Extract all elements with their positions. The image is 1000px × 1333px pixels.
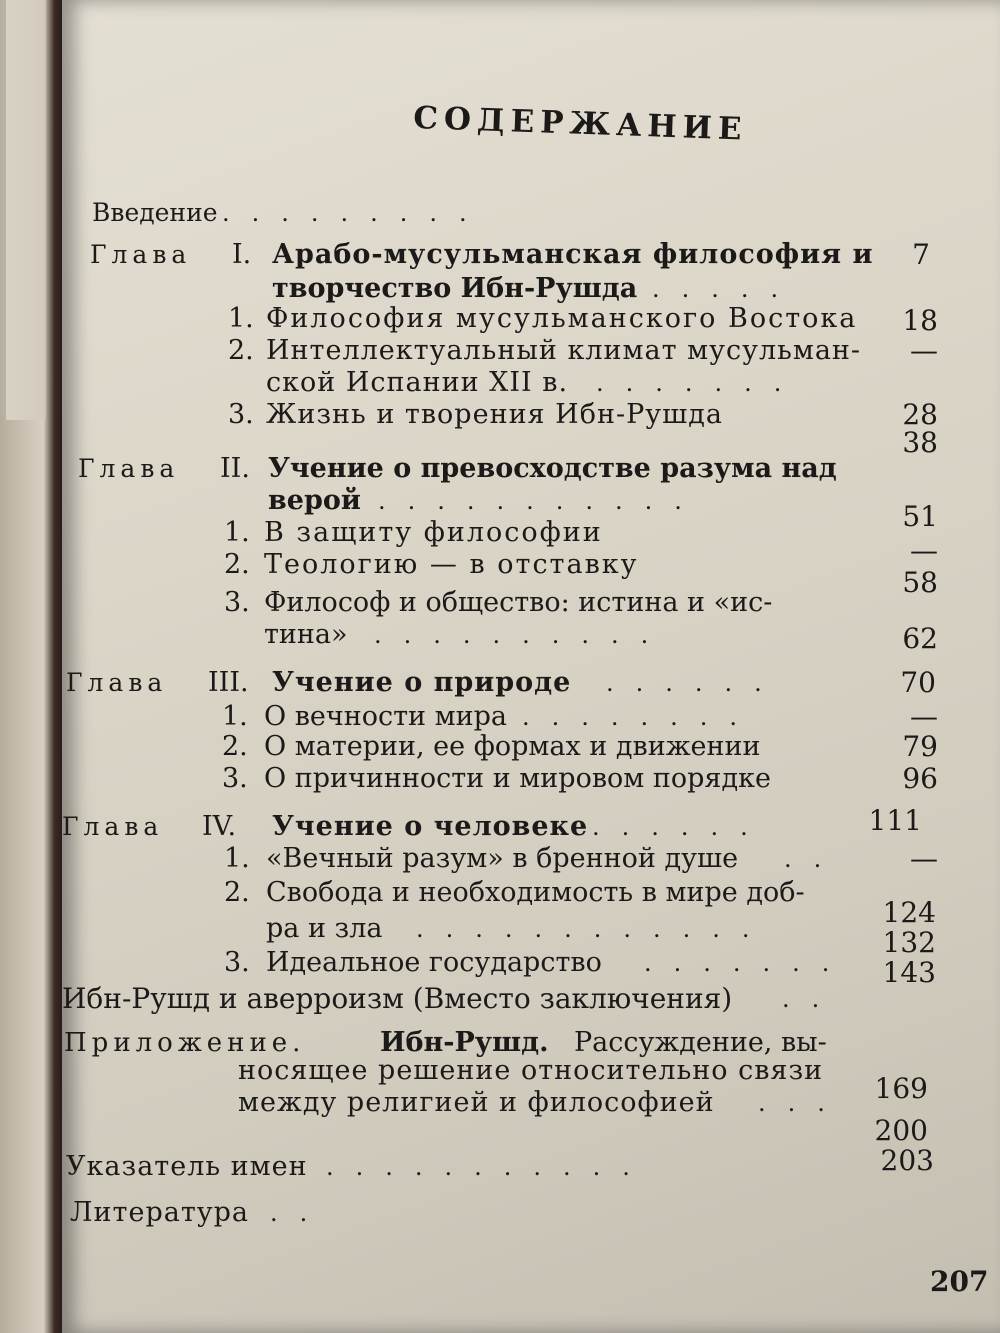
toc-section-3-1	[222, 700, 948, 734]
page-number: 111	[868, 804, 922, 837]
section-title: Свобода и необходимость в мире доб-	[266, 877, 805, 908]
section-title: В защиту философии	[264, 517, 603, 548]
page-number: —	[910, 842, 938, 875]
section-title: ской Испании XII в.	[266, 367, 569, 398]
chapter-title: Учение о превосходстве разума над	[268, 453, 837, 484]
toc-entry-literature	[70, 1196, 670, 1230]
toc-section-1-2	[228, 334, 948, 368]
section-number: 3.	[222, 763, 248, 794]
page-number: 132	[882, 926, 936, 959]
page-number: 58	[902, 566, 938, 599]
section-title: Интеллектуальный климат мусульман-	[266, 335, 862, 366]
toc-chapter-1-cont	[272, 272, 952, 306]
leader-dots: ..	[782, 985, 842, 1013]
chapter-label: Глава	[62, 812, 164, 841]
leader-dots: .......	[596, 369, 804, 397]
page-number: —	[910, 334, 938, 367]
page-number-footer: 207	[930, 1265, 989, 1298]
toc-chapter-2	[78, 452, 948, 486]
leader-dots: .....	[652, 275, 801, 303]
chapter-title: Учение о природе	[272, 667, 572, 698]
page-number: 143	[882, 956, 936, 989]
section-title: Идеальное государство	[266, 947, 602, 978]
page-number: 203	[880, 1144, 934, 1177]
section-title: О причинности и мировом порядке	[264, 763, 771, 794]
chapter-numeral: II.	[220, 453, 250, 484]
toc-section-4-3	[224, 946, 948, 989]
toc-section-4-2-cont	[266, 896, 948, 959]
book-page	[62, 0, 1000, 1333]
page-number: 200	[874, 1114, 928, 1147]
toc-section-4-1	[224, 842, 948, 876]
chapter-title: творчество Ибн-Рушда	[272, 273, 638, 304]
section-title: Философия мусульманского Востока	[266, 303, 858, 334]
page-number: 79	[902, 730, 938, 763]
toc-section-2-2	[224, 534, 948, 582]
appendix-title: носящее решение относительно связи	[238, 1055, 824, 1086]
toc-entry-text: Введение	[92, 198, 218, 227]
appendix-title: между религией и философией	[238, 1087, 715, 1118]
leader-dots: .......	[644, 949, 852, 977]
page-number: 28	[902, 398, 938, 431]
page-number: 51	[902, 500, 938, 533]
page-number: 124	[882, 896, 936, 929]
section-number: 3.	[228, 399, 254, 430]
chapter-label: Глава	[78, 454, 180, 483]
section-number: 1.	[222, 701, 248, 732]
section-title: О вечности мира	[264, 701, 508, 732]
toc-chapter-2-cont	[268, 484, 948, 518]
leader-dots: ......	[592, 813, 770, 841]
adjacent-page-edge	[6, 0, 46, 420]
page-number: 169	[874, 1072, 928, 1105]
page-number: 38	[902, 426, 938, 459]
toc-entry-appendix-cont	[238, 1054, 948, 1088]
section-number: 2.	[224, 877, 250, 908]
page-number: 62	[902, 622, 938, 655]
section-number: 1.	[224, 843, 250, 874]
leader-dots: ......	[606, 669, 784, 697]
leader-dots: ..........	[374, 621, 671, 649]
appendix-label: Приложение.	[64, 1028, 306, 1058]
chapter-title: Учение о человеке	[272, 811, 589, 842]
section-title: «Вечный разум» в бренной душе	[266, 843, 739, 874]
page-number: 70	[900, 666, 936, 699]
chapter-title: Арабо-мусульманская философия и	[272, 239, 874, 270]
section-title: тина»	[264, 619, 348, 650]
toc-entry-intro	[92, 196, 912, 230]
toc-section-3-3	[222, 762, 948, 796]
toc-entry-text: Ибн-Рушд и аверроизм (Вместо заключения)	[62, 982, 733, 1015]
section-title: ра и зла	[266, 913, 383, 944]
chapter-numeral: III.	[208, 667, 249, 698]
section-title: Теологию — в отставку	[264, 549, 639, 580]
page-number: 7	[912, 238, 930, 271]
page-title: СОДЕРЖАНИЕ	[412, 100, 749, 148]
toc-section-2-3	[224, 566, 948, 620]
leader-dots: ...	[758, 1089, 847, 1117]
chapter-label: Глава	[90, 240, 192, 269]
chapter-numeral: I.	[232, 239, 252, 270]
leader-dots: .........	[222, 199, 489, 227]
leader-dots: ..	[784, 845, 844, 873]
toc-section-1-3	[228, 398, 948, 432]
appendix-author: Ибн-Рушд.	[380, 1027, 549, 1058]
page-number: —	[910, 534, 938, 567]
section-title: Философ и общество: истина и «ис-	[264, 587, 773, 618]
page-number: —	[910, 700, 938, 733]
toc-chapter-1	[90, 238, 950, 272]
toc-entry-text: Указатель имен	[66, 1151, 308, 1182]
toc-section-1-1	[228, 302, 948, 336]
toc-section-3-2	[222, 730, 948, 764]
toc-entry-appendix-cont-2	[238, 1072, 948, 1147]
section-number: 1.	[224, 517, 250, 548]
page-number: 96	[902, 762, 938, 795]
toc-entry-averroism	[62, 982, 948, 1016]
toc-chapter-3	[66, 666, 948, 700]
toc-section-4-2	[224, 876, 948, 910]
toc-entry-text: Литература	[70, 1197, 250, 1228]
toc-chapter-4	[62, 804, 948, 844]
appendix-title: Рассуждение, вы-	[574, 1027, 827, 1058]
section-title: Жизнь и творения Ибн-Рушда	[266, 399, 723, 430]
section-title: О материи, ее формах и движении	[264, 731, 761, 762]
book-spine	[0, 0, 62, 1333]
toc-entry-index	[66, 1144, 948, 1184]
section-number: 1.	[228, 303, 254, 334]
toc-section-2-3-cont	[264, 618, 948, 655]
leader-dots: ..	[270, 1199, 330, 1227]
section-number: 2.	[228, 335, 254, 366]
section-number: 3.	[224, 947, 250, 978]
leader-dots: ...........	[326, 1153, 652, 1181]
chapter-title: верой	[268, 485, 361, 516]
section-number: 3.	[224, 587, 250, 618]
leader-dots: ............	[416, 915, 772, 943]
chapter-numeral: IV.	[202, 811, 237, 842]
leader-dots: ........	[522, 703, 760, 731]
toc-section-1-2-cont	[266, 366, 946, 400]
section-number: 2.	[224, 549, 250, 580]
leader-dots: ...........	[378, 487, 704, 515]
section-number: 2.	[222, 731, 248, 762]
page-number: 18	[902, 304, 938, 337]
chapter-label: Глава	[66, 668, 168, 697]
